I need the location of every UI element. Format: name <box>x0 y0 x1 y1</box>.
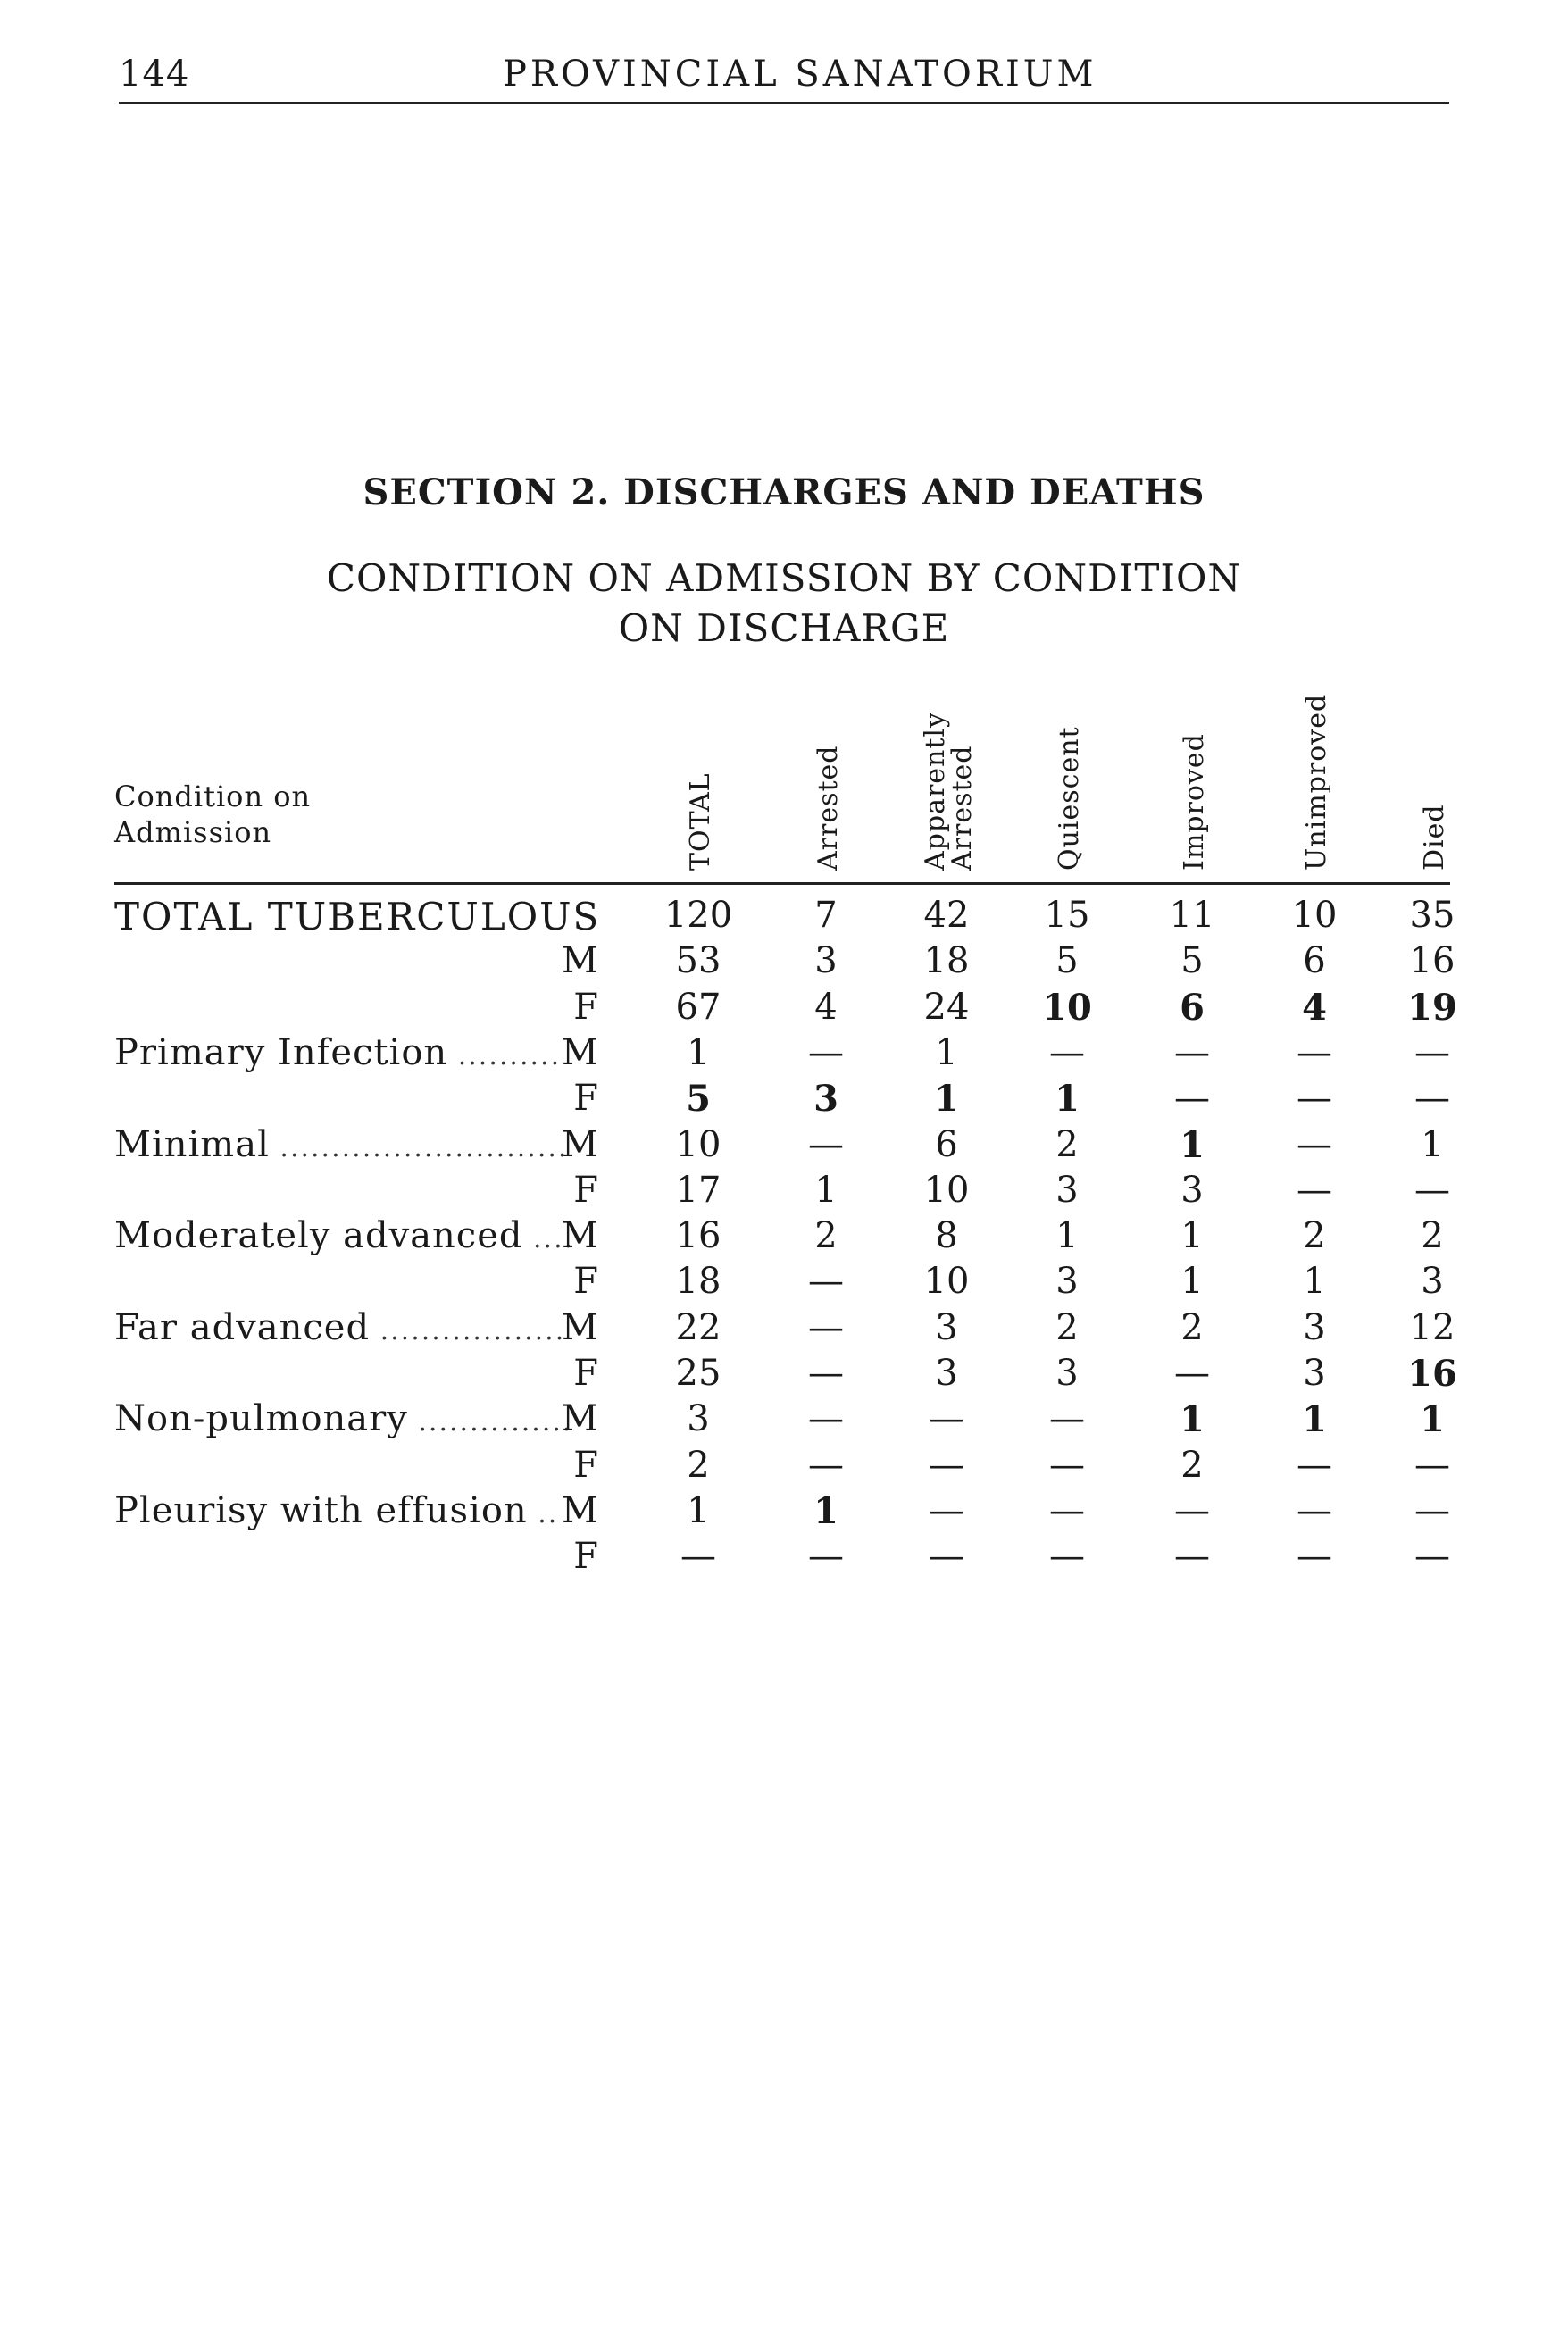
sex-label: M <box>562 1489 598 1531</box>
table-cell: 11 <box>1169 895 1215 936</box>
subtitle-line-1: CONDITION ON ADMISSION BY CONDITION <box>326 556 1242 600</box>
table-cell: — <box>1174 1353 1210 1394</box>
table-cell: 3 <box>814 940 838 982</box>
table-row <box>0 895 1568 941</box>
table-row <box>0 1536 1568 1582</box>
table-cell: — <box>929 1489 964 1531</box>
table-cell: 2 <box>1421 1215 1444 1257</box>
column-header <box>1179 688 1214 871</box>
table-cell: — <box>808 1536 844 1578</box>
table-cell: 18 <box>675 1261 721 1303</box>
table-cell: 25 <box>675 1353 721 1394</box>
table-cell: — <box>808 1261 844 1303</box>
table-cell: 5 <box>1180 940 1204 982</box>
column-header-label: Arrested <box>813 745 844 871</box>
table-cell: 2 <box>687 1444 710 1486</box>
table-cell: 16 <box>1409 940 1455 982</box>
table-cell: 2 <box>1180 1306 1204 1348</box>
sex-label: M <box>562 1215 598 1257</box>
column-header-label: Arrested <box>947 745 978 871</box>
header-rule <box>114 882 1450 885</box>
table-cell: 6 <box>1303 940 1326 982</box>
table-row <box>0 1078 1568 1124</box>
table-cell: 15 <box>1044 895 1090 936</box>
table-cell: — <box>1297 1169 1332 1211</box>
table-cell: — <box>808 1306 844 1348</box>
table-cell: — <box>1414 1078 1450 1120</box>
running-title: PROVINCIAL SANATORIUM <box>503 54 1097 95</box>
sex-label: M <box>562 940 598 982</box>
dot-leader: .... <box>522 1223 575 1255</box>
table-cell: 5 <box>686 1078 711 1121</box>
sex-label: M <box>562 1123 598 1165</box>
table-cell: — <box>1174 1536 1210 1578</box>
table-cell: — <box>1414 1489 1450 1531</box>
row-label <box>114 1490 558 1531</box>
table-cell: 22 <box>675 1306 721 1348</box>
table-cell: — <box>1174 1078 1210 1120</box>
table-cell: 1 <box>1055 1078 1080 1121</box>
table-row <box>0 1353 1568 1399</box>
sex-label: F <box>573 1261 598 1303</box>
row-label <box>114 1124 568 1165</box>
column-header-label: TOTAL <box>685 772 716 871</box>
table-cell: 1 <box>934 1078 959 1121</box>
sex-label: F <box>573 1536 598 1578</box>
stub-header-line-1: Condition on <box>114 779 312 813</box>
table-cell: 6 <box>1180 986 1205 1029</box>
column-header <box>1301 688 1337 871</box>
subtitle-line-2: ON DISCHARGE <box>618 606 950 650</box>
table-cell: — <box>929 1398 964 1440</box>
table-cell: 7 <box>814 895 838 936</box>
table-cell: 3 <box>935 1353 958 1394</box>
table-cell: — <box>808 1398 844 1440</box>
table-cell: 19 <box>1407 986 1457 1029</box>
table-cell: 2 <box>1055 1306 1079 1348</box>
column-header <box>1419 688 1455 871</box>
table-cell: 3 <box>813 1078 838 1121</box>
table-row <box>0 987 1568 1033</box>
table-cell: 16 <box>1407 1353 1457 1395</box>
table-cell: — <box>1414 1444 1450 1486</box>
table-cell: — <box>1049 1536 1085 1578</box>
dot-leader: ............................ <box>269 1131 569 1163</box>
table-cell: — <box>1049 1398 1085 1440</box>
sex-label: M <box>562 1031 598 1073</box>
table-cell: 5 <box>1055 940 1079 982</box>
table-cell: 1 <box>814 1169 838 1211</box>
dot-leader: .. <box>527 1497 559 1530</box>
table-cell: — <box>808 1123 844 1165</box>
column-header-label: Improved <box>1179 733 1210 871</box>
table-row <box>0 1215 1568 1262</box>
table-cell: 10 <box>1291 895 1338 936</box>
table-cell: 1 <box>687 1031 710 1073</box>
table-row <box>0 1445 1568 1491</box>
table-cell: 10 <box>1042 986 1092 1029</box>
table-cell: — <box>808 1353 844 1394</box>
table-cell: 120 <box>663 895 733 936</box>
row-label-text: Primary Infection <box>114 1031 448 1073</box>
table-cell: 10 <box>923 1261 970 1303</box>
row-label-text: Moderately advanced <box>114 1215 523 1257</box>
column-header <box>685 688 721 871</box>
table-cell: 24 <box>923 986 970 1028</box>
table-cell: — <box>1049 1489 1085 1531</box>
table-cell: 6 <box>935 1123 958 1165</box>
table-cell: 8 <box>935 1215 958 1257</box>
table-cell: — <box>1297 1536 1332 1578</box>
table-cell: 53 <box>675 940 721 982</box>
table-cell: 4 <box>1302 986 1327 1029</box>
table-cell: — <box>1297 1031 1332 1073</box>
row-label-text: Minimal <box>114 1123 270 1165</box>
stub-header-line-2: Admission <box>114 815 272 849</box>
table-cell: — <box>808 1444 844 1486</box>
table-cell: 35 <box>1409 895 1455 936</box>
table-cell: 1 <box>1420 1398 1445 1441</box>
row-label-text: Pleurisy with effusion <box>114 1489 528 1531</box>
table-cell: — <box>929 1536 964 1578</box>
table-cell: 1 <box>1421 1123 1444 1165</box>
table-cell: 16 <box>675 1215 721 1257</box>
column-header-label: Apparently <box>920 712 951 871</box>
stub-header <box>114 779 311 850</box>
table-cell: 2 <box>814 1215 838 1257</box>
table-cell: — <box>1049 1031 1085 1073</box>
sex-label: F <box>573 986 598 1028</box>
table-cell: — <box>1414 1536 1450 1578</box>
table-cell: 1 <box>1180 1261 1204 1303</box>
table-cell: 3 <box>1303 1353 1326 1394</box>
table-cell: 3 <box>687 1398 710 1440</box>
row-label <box>114 895 600 938</box>
table-cell: 1 <box>687 1489 710 1531</box>
table-cell: — <box>680 1536 716 1578</box>
table-cell: 3 <box>1055 1353 1079 1394</box>
table-cell: 10 <box>675 1123 721 1165</box>
dot-leader: ............... <box>407 1406 573 1438</box>
table-row <box>0 1490 1568 1537</box>
row-label <box>114 1032 561 1073</box>
table-cell: 12 <box>1409 1306 1455 1348</box>
sex-label: F <box>573 1078 598 1120</box>
table-cell: 1 <box>1180 1398 1205 1441</box>
dot-leader: .................. <box>370 1314 566 1346</box>
table-cell: 3 <box>1421 1261 1444 1303</box>
table-row <box>0 1307 1568 1354</box>
table-cell: — <box>1297 1444 1332 1486</box>
table-cell: 2 <box>1303 1215 1326 1257</box>
row-label <box>114 1398 572 1439</box>
table-cell: 1 <box>1302 1398 1327 1441</box>
table-cell: 17 <box>675 1169 721 1211</box>
table-cell: — <box>1297 1489 1332 1531</box>
table-row <box>0 1261 1568 1307</box>
row-label-text: Non-pulmonary <box>114 1398 408 1440</box>
table-cell: — <box>929 1444 964 1486</box>
column-header <box>813 688 848 871</box>
column-header-label: Unimproved <box>1301 693 1332 871</box>
table-row <box>0 1124 1568 1171</box>
table-cell: — <box>1414 1031 1450 1073</box>
table-cell: 3 <box>1180 1169 1204 1211</box>
table-cell: 3 <box>1055 1261 1079 1303</box>
row-label <box>114 1215 574 1256</box>
column-header-label: Died <box>1419 804 1450 871</box>
column-header-label: Quiescent <box>1054 726 1085 871</box>
table-cell: 3 <box>1055 1169 1079 1211</box>
table-cell: 1 <box>1303 1261 1326 1303</box>
table-cell: 1 <box>1180 1123 1205 1166</box>
table-cell: — <box>1174 1031 1210 1073</box>
table-row <box>0 1398 1568 1445</box>
table-cell: — <box>1414 1169 1450 1211</box>
table-cell: — <box>808 1031 844 1073</box>
table-cell: — <box>1297 1078 1332 1120</box>
page-number: 144 <box>119 54 190 95</box>
table-cell: 1 <box>1180 1215 1204 1257</box>
table-row <box>0 1032 1568 1079</box>
table-row <box>0 940 1568 987</box>
column-header <box>1054 688 1089 871</box>
table-row <box>0 1170 1568 1216</box>
table-cell: 4 <box>814 986 838 1028</box>
column-header <box>920 688 978 871</box>
table-cell: 42 <box>923 895 970 936</box>
section-title: SECTION 2. DISCHARGES AND DEATHS <box>363 471 1205 513</box>
table-cell: — <box>1297 1123 1332 1165</box>
table-cell: 3 <box>935 1306 958 1348</box>
dot-leader: .......... <box>447 1039 562 1071</box>
table-cell: — <box>1174 1489 1210 1531</box>
table-cell: 1 <box>935 1031 958 1073</box>
row-label-text: Far advanced <box>114 1306 371 1348</box>
sex-label: F <box>573 1169 598 1211</box>
sex-label: M <box>562 1398 598 1440</box>
table-cell: 1 <box>1055 1215 1079 1257</box>
sex-label: M <box>562 1306 598 1348</box>
table-cell: 1 <box>813 1489 838 1532</box>
table-cell: 10 <box>923 1169 970 1211</box>
table-cell: 2 <box>1055 1123 1079 1165</box>
table-cell: 2 <box>1180 1444 1204 1486</box>
table-cell: 3 <box>1303 1306 1326 1348</box>
table-cell: 18 <box>923 940 970 982</box>
row-label-text: TOTAL TUBERCULOUS <box>114 895 601 938</box>
table-cell: 67 <box>675 986 721 1028</box>
table-cell: — <box>1049 1444 1085 1486</box>
sex-label: F <box>573 1444 598 1486</box>
row-label <box>114 1307 565 1348</box>
sex-label: F <box>573 1353 598 1394</box>
